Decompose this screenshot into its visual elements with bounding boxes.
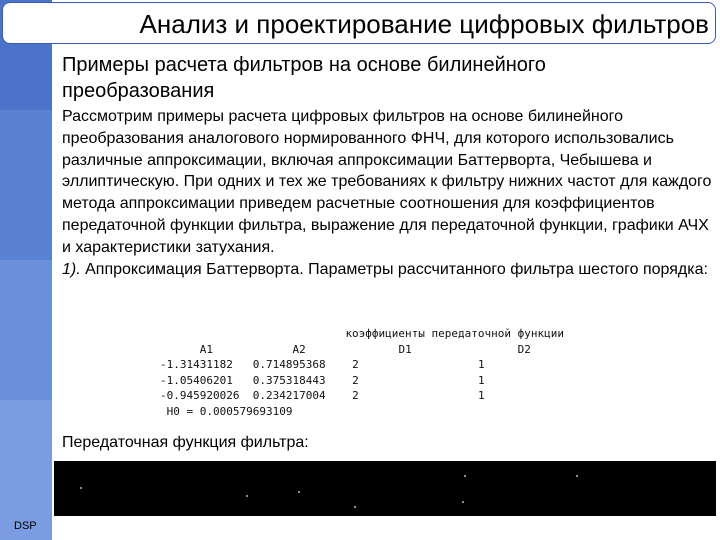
cell-a1: -1.05406201 <box>160 373 233 387</box>
header-d1: D1 <box>398 342 412 356</box>
footer-label: DSP <box>14 520 37 532</box>
body-item <box>62 259 712 281</box>
section-subtitle: Примеры расчета фильтров на основе билинейного преобразования <box>62 54 546 102</box>
panel-speck <box>464 475 466 477</box>
panel-speck <box>298 491 300 493</box>
panel-speck <box>354 506 356 508</box>
cell-d2: 1 <box>477 373 485 387</box>
coefficient-row <box>160 373 564 389</box>
body-paragraph: Рассмотрим примеры расчета цифровых фильтров на основе билинейного преобразования аналогового нормированного ФНЧ, для которого использовались различные аппроксимации, включая аппроксимации Баттерворта, Чебышева и эллиптическую. При одних и тех же требованиях к фильтру нижних частот для каждого метода аппроксимации приведем расчетные соотношения для коэффициентов передаточной функции фильтра, выражение для передаточной функции, графики АЧХ и характеристики затухания. <box>62 108 712 256</box>
side-strip-band <box>0 110 52 260</box>
coefficient-caption: коэффициенты передаточной функции <box>345 327 564 340</box>
body-item-text: Аппроксимация Баттерворта. Параметры рассчитанного фильтра шестого порядка: <box>80 260 708 278</box>
side-strip <box>0 0 52 540</box>
title-banner <box>2 2 716 44</box>
side-strip-band <box>0 260 52 400</box>
coefficient-row <box>160 388 564 404</box>
coefficient-h0-row <box>160 404 564 420</box>
panel-speck <box>246 495 248 497</box>
side-strip-band <box>0 400 52 540</box>
panel-speck <box>462 501 464 503</box>
coefficient-header-row <box>160 342 564 358</box>
cell-a2: 0.234217004 <box>252 389 326 402</box>
coefficient-row <box>160 357 564 373</box>
coefficient-table <box>160 326 564 419</box>
cell-a2: 0.375318443 <box>252 373 326 387</box>
slide-title: Анализ и проектирование цифровых фильтров <box>139 9 709 39</box>
header-a2: A2 <box>292 342 306 356</box>
panel-speck <box>576 475 578 477</box>
cell-d2: 1 <box>477 358 485 371</box>
panel-speck <box>80 487 82 489</box>
formula-image-panel <box>54 461 716 516</box>
transfer-function-label: Передаточная функция фильтра: <box>62 434 309 451</box>
body-text <box>62 106 712 280</box>
cell-a2: 0.714895368 <box>252 358 326 371</box>
header-a1: A1 <box>199 342 213 356</box>
cell-d1: 2 <box>352 358 359 371</box>
cell-d1: 2 <box>352 389 359 402</box>
cell-a1: -0.945920026 <box>160 389 240 402</box>
coefficient-table-caption <box>160 326 564 342</box>
h0-value: H0 = 0.000579693109 <box>166 404 293 418</box>
cell-d1: 2 <box>352 373 359 387</box>
cell-a1: -1.31431182 <box>160 358 233 371</box>
body-item-number: 1). <box>62 260 81 278</box>
header-d2: D2 <box>517 342 531 356</box>
cell-d2: 1 <box>477 389 485 402</box>
